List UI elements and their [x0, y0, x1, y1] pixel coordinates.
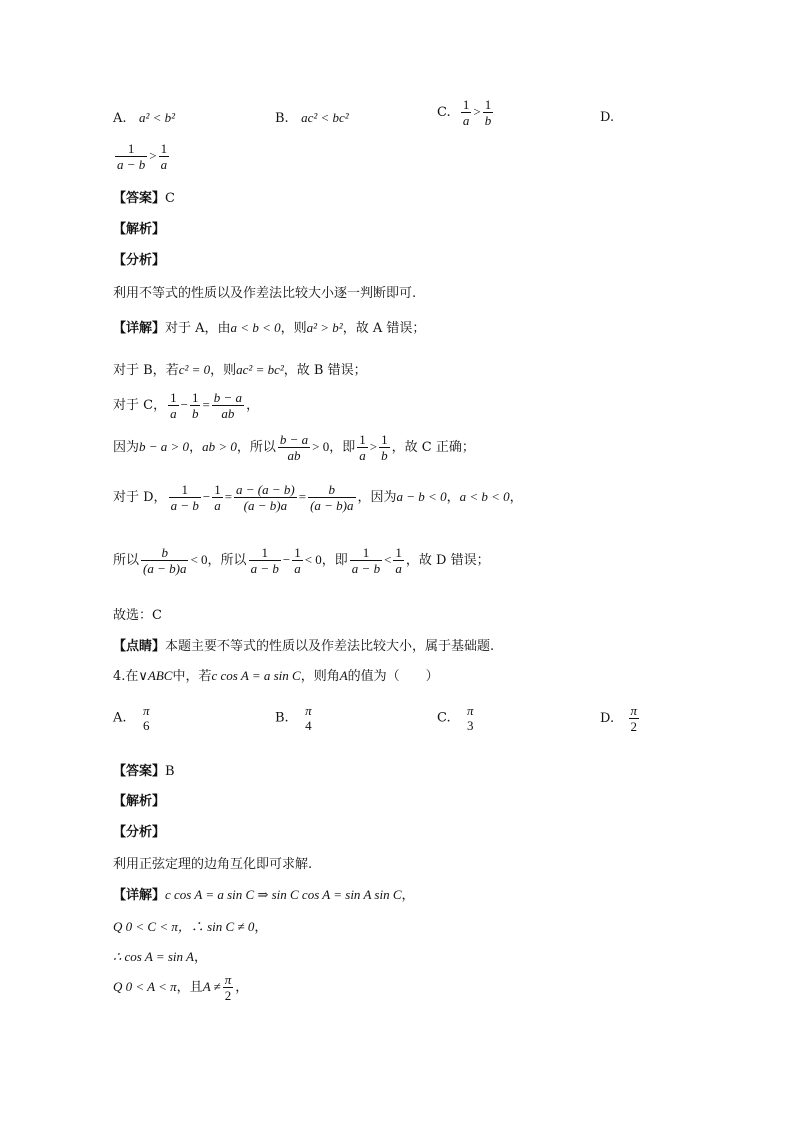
q3-fenxi-text: 利用不等式的性质以及作差法比较大小逐一判断即可.: [113, 286, 417, 301]
text: ，因为: [357, 490, 397, 505]
q4-detail-line-3: [113, 946, 207, 965]
fraction-num: 1: [350, 545, 382, 561]
math: ac² = bc²: [236, 362, 284, 377]
fraction-den: a: [170, 406, 177, 421]
fraction-den: a: [294, 561, 301, 576]
option-label: C.: [437, 710, 451, 726]
fraction-num: 1: [214, 482, 221, 497]
fraction: [350, 545, 382, 576]
fraction-num: 1: [169, 482, 201, 498]
text: ，即: [321, 553, 348, 568]
text: ，: [189, 440, 203, 455]
q3-detail-line-1: [113, 317, 425, 336]
fraction: [141, 545, 188, 576]
dianjing-tag: 【点睛】: [113, 639, 166, 654]
option-d-label: D.: [600, 110, 615, 125]
q3-detail-line-2: [113, 359, 367, 378]
fraction-den: a: [359, 448, 366, 463]
fraction-num: 1: [170, 390, 177, 405]
fraction-num: π: [305, 703, 312, 718]
math: c cos A = a sin C: [211, 668, 301, 683]
fraction: [278, 432, 310, 463]
fraction-num: 1: [249, 545, 281, 561]
fraction: [379, 432, 390, 463]
fraction-num: b: [308, 482, 355, 498]
operator: =: [202, 397, 210, 412]
fraction: [115, 141, 147, 172]
math: ∴ cos A = sin A: [113, 949, 194, 964]
fraction: [629, 703, 640, 734]
math: c cos A = a sin C ⇒ sin C cos A = sin A sin C: [165, 887, 402, 902]
text: ，则: [280, 321, 307, 336]
fraction-den: b: [381, 448, 388, 463]
text: 4.在: [113, 669, 139, 684]
option-label: D.: [600, 711, 615, 726]
fraction-den: 2: [630, 719, 637, 734]
fraction: [168, 390, 179, 421]
fraction-den: a: [214, 498, 221, 513]
q4-answer: [113, 760, 175, 779]
q3-detail-line-6: [113, 545, 490, 576]
option-b-expr: ac² < bc²: [301, 110, 349, 125]
math: b − a > 0: [139, 439, 190, 454]
option-c: [437, 97, 495, 128]
fraction: [212, 390, 244, 421]
text: ，则: [210, 363, 237, 378]
q3-jiexi: 【解析】: [113, 222, 166, 237]
math: ，∴ sin C ≠ 0: [177, 919, 255, 934]
fraction-num: 1: [359, 432, 366, 447]
fraction-den: (a − b)a: [243, 498, 288, 513]
operator: >: [369, 439, 378, 454]
option-label: B.: [275, 710, 289, 726]
fraction-num: π: [224, 972, 232, 987]
text: ，: [235, 980, 249, 995]
q4-option-c: [437, 703, 478, 733]
fraction-num: 1: [115, 141, 147, 157]
q3-detail-line-4: [113, 432, 475, 463]
fraction: [159, 141, 170, 172]
operator: <: [384, 552, 392, 567]
answer-value: B: [165, 764, 175, 779]
operator: >: [149, 148, 157, 163]
q3-detail-line-3: [113, 390, 259, 421]
text: 的值为（ ）: [347, 669, 439, 684]
text: ，: [246, 398, 260, 413]
fraction-num: b: [141, 545, 188, 561]
fraction-num: 1: [381, 432, 388, 447]
option-label: A.: [113, 710, 127, 726]
fraction-num: a − (a − b): [236, 482, 295, 497]
detail-tag: 【详解】: [113, 888, 166, 903]
q4-detail-line-2: [113, 916, 267, 935]
fraction: [483, 97, 494, 128]
answer-value: C: [165, 191, 175, 206]
q4-fenxi-text: 利用正弦定理的边角互化即可求解.: [113, 857, 313, 872]
q4-option-d: [600, 703, 641, 734]
math: A: [339, 668, 348, 683]
fraction-den: a − b: [117, 157, 146, 172]
fraction-num: π: [630, 703, 638, 718]
math: c² = 0: [178, 362, 211, 377]
text: ，: [193, 950, 207, 965]
text: ，: [401, 888, 415, 903]
text: ，: [509, 490, 523, 505]
fraction-num: 1: [462, 97, 470, 112]
fraction-den: a − b: [250, 561, 279, 576]
fraction: [292, 545, 303, 576]
math: a − b < 0: [396, 489, 447, 504]
fraction-den: ab: [287, 448, 301, 463]
fraction-den: a: [462, 113, 470, 128]
text: 对于 A，由: [165, 321, 231, 336]
text: ，故 D 错误；: [405, 553, 490, 568]
fraction-num: 1: [191, 390, 199, 405]
fraction: [212, 482, 223, 513]
detail-tag: 【详解】: [113, 321, 166, 336]
fraction: [190, 390, 201, 421]
fraction-den: b: [191, 406, 199, 421]
operator: < 0: [190, 552, 208, 567]
math: ab > 0: [202, 439, 237, 454]
text: 因为: [113, 440, 140, 455]
q3-dianjing: [113, 635, 494, 654]
dianjing-text: 本题主要不等式的性质以及作差法比较大小，属于基础题.: [165, 639, 495, 654]
math: A ≠: [202, 979, 221, 994]
text: 中，若: [172, 669, 212, 684]
fraction: [169, 482, 201, 513]
fraction: [303, 703, 314, 733]
fraction-den: a − b: [351, 561, 381, 576]
text: ，所以: [236, 440, 276, 455]
operator: > 0: [312, 439, 330, 454]
text: 对于 D，: [113, 490, 167, 505]
option-a: [113, 110, 175, 126]
fraction: [234, 482, 297, 513]
fraction-num: 1: [160, 141, 168, 156]
fraction-den: a: [395, 561, 402, 576]
fraction: [393, 545, 404, 576]
fraction-den: 3: [467, 718, 474, 733]
q4-detail-line-1: [113, 884, 415, 903]
fraction-num: π: [142, 703, 150, 718]
option-b-label: B.: [275, 111, 289, 126]
operator: =: [298, 489, 307, 504]
fraction-den: 2: [224, 988, 232, 1003]
option-d: [113, 141, 171, 172]
math: ∨ABC: [138, 668, 173, 683]
math: Q 0 < C < π: [113, 919, 178, 934]
fraction-den: b: [484, 113, 492, 128]
text: ，所以: [207, 553, 247, 568]
q3-fenxi: 【分析】: [113, 253, 166, 268]
text: 所以: [113, 553, 140, 568]
fraction: [223, 972, 234, 1003]
fraction: [308, 482, 355, 513]
fraction: [141, 703, 152, 733]
q3-answer: [113, 187, 175, 206]
option-c-label: C.: [437, 105, 451, 120]
q4-option-b: [275, 703, 316, 733]
math: a < b < 0: [230, 320, 281, 335]
fraction-den: a: [160, 157, 168, 172]
fraction-num: 1: [484, 97, 492, 112]
text: ，且: [176, 980, 203, 995]
text: ，则角: [300, 669, 340, 684]
q3-detail-line-5: [113, 482, 523, 513]
math: a² > b²: [306, 320, 343, 335]
q4-option-a: [113, 703, 153, 733]
text: ，即: [329, 440, 356, 455]
text: 对于 B，若: [113, 363, 179, 378]
operator: −: [282, 552, 291, 567]
fraction-den: a − b: [170, 498, 199, 513]
q4-fenxi: 【分析】: [113, 825, 166, 840]
operator: =: [224, 489, 233, 504]
fraction-num: 1: [395, 545, 402, 560]
operator: −: [202, 489, 211, 504]
text: ，: [446, 490, 460, 505]
operator: < 0: [304, 552, 322, 567]
fraction: [465, 703, 476, 733]
fraction-den: (a − b)a: [143, 561, 187, 576]
answer-tag: 【答案】: [113, 764, 166, 779]
fraction-den: (a − b)a: [310, 498, 354, 513]
text: 对于 C，: [113, 398, 167, 413]
text: ，故 B 错误；: [283, 363, 367, 378]
option-a-label: A.: [113, 111, 127, 126]
q4-detail-line-4: [113, 972, 248, 1003]
fraction: [461, 97, 472, 128]
answer-tag: 【答案】: [113, 191, 166, 206]
text: ，故 A 错误；: [342, 321, 426, 336]
operator: >: [473, 104, 481, 119]
fraction: [249, 545, 281, 576]
option-b: [275, 110, 349, 126]
q3-choose: 故选：C: [113, 608, 162, 623]
operator: −: [180, 397, 188, 412]
q4-jiexi: 【解析】: [113, 794, 166, 809]
text: ，故 C 正确；: [391, 440, 475, 455]
fraction-num: b − a: [213, 390, 243, 405]
fraction-num: b − a: [279, 432, 309, 447]
fraction-den: 6: [142, 718, 150, 733]
fraction-den: 4: [305, 718, 312, 733]
option-a-expr: a² < b²: [138, 110, 176, 125]
fraction-num: π: [467, 703, 474, 718]
math: a < b < 0: [459, 489, 510, 504]
fraction-den: ab: [221, 406, 235, 421]
fraction-num: 1: [294, 545, 301, 560]
text: ，: [254, 920, 268, 935]
fraction: [357, 432, 368, 463]
math: Q 0 < A < π: [113, 979, 177, 994]
q4-stem: [113, 665, 439, 684]
